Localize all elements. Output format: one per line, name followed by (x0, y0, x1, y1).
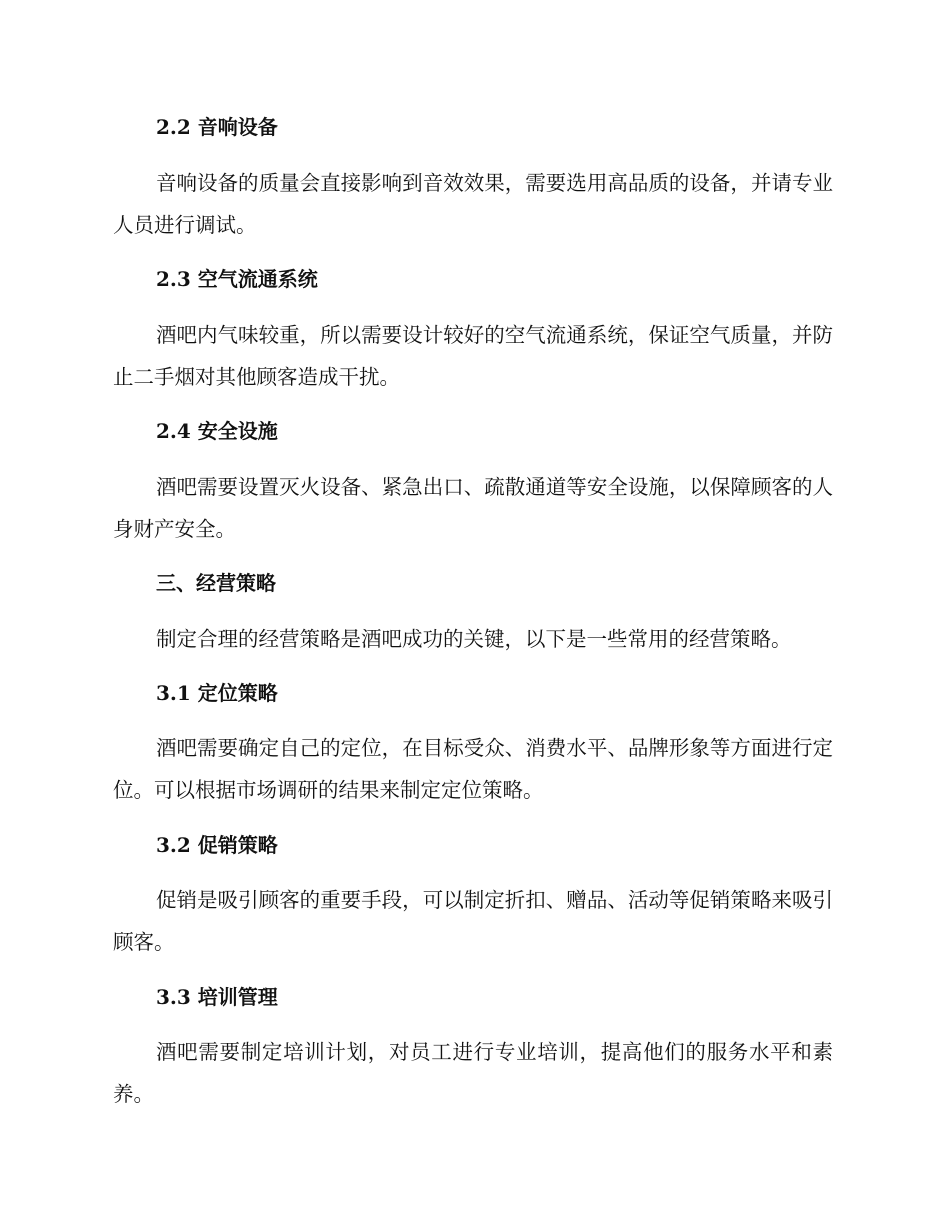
heading-3-1: 3.1 定位策略 (156, 681, 278, 705)
paragraph-text: 促销是吸引顾客的重要手段，可以制定折扣、赠品、活动等促销策略来吸引顾客。 (113, 888, 833, 954)
paragraph-text: 酒吧需要确定自己的定位，在目标受众、消费水平、品牌形象等方面进行定位。可以根据市场调研的结果来制定定位策略。 (113, 736, 833, 802)
paragraph-3-3 (113, 1031, 833, 1115)
paragraph-section-3 (113, 618, 833, 660)
heading-2-3: 2.3 空气流通系统 (156, 267, 318, 291)
paragraph-text: 酒吧内气味较重，所以需要设计较好的空气流通系统，保证空气质量，并防止二手烟对其他顾客造成干扰。 (113, 323, 833, 389)
heading-section-3: 三、经营策略 (156, 571, 276, 595)
paragraph-text: 酒吧需要设置灭火设备、紧急出口、疏散通道等安全设施，以保障顾客的人身财产安全。 (113, 475, 833, 541)
paragraph-2-2 (113, 162, 833, 246)
paragraph-text: 酒吧需要制定培训计划，对员工进行专业培训，提高他们的服务水平和素养。 (113, 1040, 833, 1106)
heading-2-4: 2.4 安全设施 (156, 419, 278, 443)
heading-3-3: 3.3 培训管理 (156, 985, 278, 1009)
paragraph-3-2 (113, 879, 833, 963)
paragraph-3-1 (113, 727, 833, 811)
paragraph-text: 音响设备的质量会直接影响到音效效果，需要选用高品质的设备，并请专业人员进行调试。 (113, 171, 833, 237)
paragraph-text: 制定合理的经营策略是酒吧成功的关键，以下是一些常用的经营策略。 (156, 627, 792, 651)
paragraph-2-4 (113, 466, 833, 550)
heading-2-2: 2.2 音响设备 (156, 115, 278, 139)
paragraph-2-3 (113, 314, 833, 398)
heading-3-2: 3.2 促销策略 (156, 833, 278, 857)
